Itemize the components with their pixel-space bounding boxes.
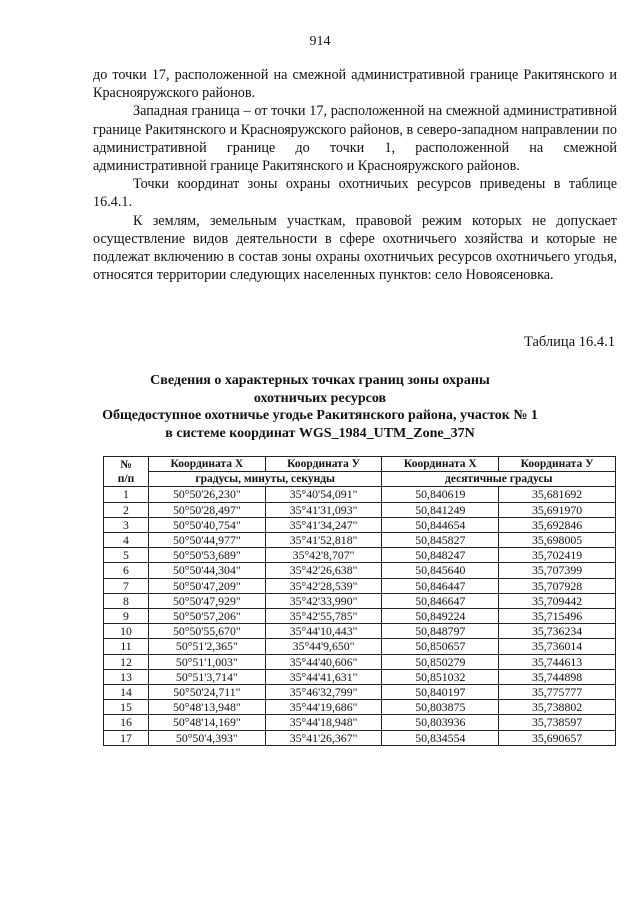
cell-y-dec: 35,707928	[499, 578, 616, 593]
cell-x-dms: 50°51'3,714"	[149, 669, 266, 684]
table-row	[104, 487, 616, 502]
cell-x-dec: 50,851032	[382, 669, 499, 684]
cell-x-dms: 50°50'40,754"	[149, 517, 266, 532]
table-row	[104, 730, 616, 745]
cell-number: 11	[104, 639, 149, 654]
table-row	[104, 624, 616, 639]
cell-y-dec: 35,736014	[499, 639, 616, 654]
cell-y-dec: 35,744898	[499, 669, 616, 684]
cell-number: 16	[104, 715, 149, 730]
cell-y-dec: 35,738597	[499, 715, 616, 730]
table-row	[104, 700, 616, 715]
table-row	[104, 609, 616, 624]
cell-y-dec: 35,690657	[499, 730, 616, 745]
table-title	[0, 372, 640, 442]
cell-x-dec: 50,849224	[382, 609, 499, 624]
cell-number: 10	[104, 624, 149, 639]
cell-x-dms: 50°50'44,304"	[149, 563, 266, 578]
table-title-line-3: Общедоступное охотничье угодье Ракитянского района, участок № 1	[102, 408, 538, 423]
table-row	[104, 669, 616, 684]
table-row	[104, 593, 616, 608]
cell-x-dec: 50,844654	[382, 517, 499, 532]
table-row	[104, 715, 616, 730]
subheader-dms: градусы, минуты, секунды	[149, 472, 382, 487]
cell-y-dms: 35°41'52,818"	[265, 533, 382, 548]
cell-y-dms: 35°41'26,367"	[265, 730, 382, 745]
cell-number: 7	[104, 578, 149, 593]
cell-y-dms: 35°42'26,638"	[265, 563, 382, 578]
body-text	[93, 66, 617, 284]
cell-x-dec: 50,848247	[382, 548, 499, 563]
cell-x-dms: 50°50'44,977"	[149, 533, 266, 548]
cell-x-dec: 50,850279	[382, 654, 499, 669]
cell-x-dec: 50,841249	[382, 502, 499, 517]
cell-x-dec: 50,834554	[382, 730, 499, 745]
cell-y-dec: 35,775777	[499, 685, 616, 700]
table-row	[104, 578, 616, 593]
cell-x-dms: 50°50'47,209"	[149, 578, 266, 593]
cell-y-dec: 35,707399	[499, 563, 616, 578]
cell-x-dms: 50°51'1,003"	[149, 654, 266, 669]
header-number	[104, 457, 149, 487]
cell-number: 4	[104, 533, 149, 548]
header-y-dec: Координата У	[499, 457, 616, 472]
cell-x-dec: 50,850657	[382, 639, 499, 654]
cell-y-dms: 35°41'34,247"	[265, 517, 382, 532]
cell-y-dec: 35,709442	[499, 593, 616, 608]
cell-x-dec: 50,846647	[382, 593, 499, 608]
cell-x-dms: 50°50'57,206"	[149, 609, 266, 624]
cell-x-dec: 50,840197	[382, 685, 499, 700]
table-row	[104, 563, 616, 578]
cell-number: 8	[104, 593, 149, 608]
cell-y-dms: 35°40'54,091"	[265, 487, 382, 502]
cell-y-dec: 35,738802	[499, 700, 616, 715]
cell-y-dms: 35°42'8,707"	[265, 548, 382, 563]
cell-y-dms: 35°42'28,539"	[265, 578, 382, 593]
cell-y-dec: 35,715496	[499, 609, 616, 624]
table-row	[104, 533, 616, 548]
cell-x-dec: 50,803936	[382, 715, 499, 730]
cell-x-dms: 50°50'55,670"	[149, 624, 266, 639]
cell-number: 13	[104, 669, 149, 684]
paragraph-1: до точки 17, расположенной на смежной административной границе Ракитянского и Краснояружского районов.	[93, 67, 617, 102]
table-row	[104, 517, 616, 532]
cell-y-dec: 35,702419	[499, 548, 616, 563]
table-row	[104, 639, 616, 654]
table-title-line-2: охотничьих ресурсов	[253, 390, 387, 406]
cell-x-dms: 50°50'47,929"	[149, 593, 266, 608]
cell-x-dec: 50,848797	[382, 624, 499, 639]
cell-x-dms: 50°50'26,230"	[149, 487, 266, 502]
cell-y-dec: 35,698005	[499, 533, 616, 548]
cell-number: 14	[104, 685, 149, 700]
subheader-dec: десятичные градусы	[382, 472, 616, 487]
cell-number: 2	[104, 502, 149, 517]
page-number: 914	[309, 34, 331, 49]
cell-y-dms: 35°46'32,799"	[265, 685, 382, 700]
cell-x-dec: 50,803875	[382, 700, 499, 715]
cell-number: 6	[104, 563, 149, 578]
cell-number: 1	[104, 487, 149, 502]
cell-x-dms: 50°48'14,169"	[149, 715, 266, 730]
coordinates-table-body	[104, 487, 616, 745]
cell-x-dms: 50°48'13,948"	[149, 700, 266, 715]
cell-y-dec: 35,692846	[499, 517, 616, 532]
table-title-line-1: Сведения о характерных точках границ зоны охраны	[150, 373, 490, 388]
cell-x-dms: 50°50'24,711"	[149, 685, 266, 700]
header-x-dec: Координата X	[382, 457, 499, 472]
table-row	[104, 502, 616, 517]
cell-number: 9	[104, 609, 149, 624]
cell-x-dms: 50°50'53,689"	[149, 548, 266, 563]
header-number-line-2: п/п	[117, 472, 135, 485]
cell-y-dms: 35°44'9,650"	[265, 639, 382, 654]
table-row	[104, 654, 616, 669]
cell-y-dec: 35,736234	[499, 624, 616, 639]
cell-x-dec: 50,846447	[382, 578, 499, 593]
cell-number: 12	[104, 654, 149, 669]
cell-x-dms: 50°50'4,393"	[149, 730, 266, 745]
cell-x-dec: 50,845827	[382, 533, 499, 548]
cell-y-dms: 35°41'31,093"	[265, 502, 382, 517]
cell-y-dms: 35°44'19,686"	[265, 700, 382, 715]
cell-y-dms: 35°42'33,990"	[265, 593, 382, 608]
cell-y-dms: 35°44'40,606"	[265, 654, 382, 669]
table-caption: Таблица 16.4.1	[523, 334, 615, 350]
paragraph-2: Западная граница – от точки 17, расположенной на смежной административной границе Ракитянского и Краснояружского районов, в северо-западном направлении по административной границе до точки 1, расположенной на смежной административной границе Ракитянского и Краснояружского районов.	[93, 103, 617, 175]
table-title-line-4: в системе координат WGS_1984_UTM_Zone_37N	[165, 425, 475, 441]
cell-x-dms: 50°51'2,365"	[149, 639, 266, 654]
table-row	[104, 685, 616, 700]
header-number-line-1: №	[120, 458, 132, 471]
cell-y-dec: 35,681692	[499, 487, 616, 502]
cell-x-dec: 50,845640	[382, 563, 499, 578]
cell-y-dms: 35°44'18,948"	[265, 715, 382, 730]
cell-number: 17	[104, 730, 149, 745]
cell-number: 15	[104, 700, 149, 715]
paragraph-4: К землям, земельным участкам, правовой режим которых не допускает осуществление видов деятельности в сфере охотничьего хозяйства и которые не подлежат включению в состав зоны охраны охотничьих ресурсов охотничьего угодья, относятся территории следующих населенных пунктов: село Новоясеновка.	[93, 212, 617, 284]
cell-y-dec: 35,691970	[499, 502, 616, 517]
cell-y-dms: 35°44'10,443"	[265, 624, 382, 639]
paragraph-3: Точки координат зоны охраны охотничьих ресурсов приведены в таблице 16.4.1.	[93, 176, 617, 211]
cell-x-dec: 50,840619	[382, 487, 499, 502]
header-x-dms: Координата X	[149, 457, 266, 472]
cell-x-dms: 50°50'28,497"	[149, 502, 266, 517]
cell-y-dec: 35,744613	[499, 654, 616, 669]
coordinates-table	[103, 456, 616, 746]
cell-y-dms: 35°44'41,631"	[265, 669, 382, 684]
cell-y-dms: 35°42'55,785"	[265, 609, 382, 624]
header-y-dms: Координата У	[265, 457, 382, 472]
table-row	[104, 548, 616, 563]
cell-number: 5	[104, 548, 149, 563]
cell-number: 3	[104, 517, 149, 532]
